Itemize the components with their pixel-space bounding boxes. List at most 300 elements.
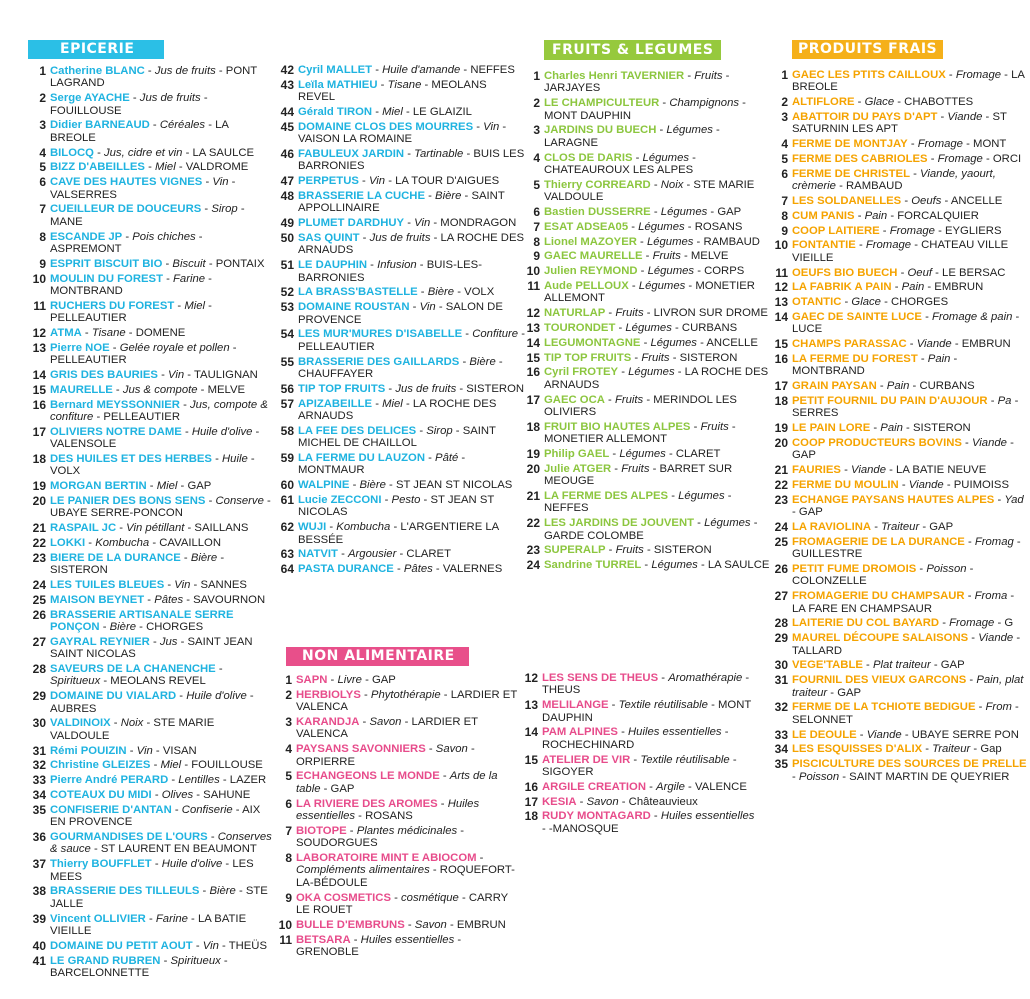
separator: - <box>201 203 212 216</box>
entry-number: 35 <box>774 757 788 772</box>
list-item <box>28 176 274 201</box>
separator: - <box>129 92 140 105</box>
list-item <box>522 352 772 364</box>
entry-number: 27 <box>774 589 788 604</box>
producer-name: JARDINS DU BUECH <box>544 124 657 137</box>
producer-location: DOMENE <box>135 327 186 340</box>
producer-location: ST LAURENT EN BEAUMONT <box>100 843 257 856</box>
entry-number: 8 <box>533 234 540 249</box>
list-item <box>28 759 274 771</box>
separator: - <box>1007 590 1015 603</box>
separator: - <box>891 281 902 294</box>
list-item <box>28 594 274 606</box>
product-type: Huile d'olive <box>161 858 223 871</box>
product-type: Légumes <box>678 490 725 502</box>
producer-location: MONT DAUPHIN <box>542 699 752 724</box>
separator: - <box>1012 310 1020 323</box>
product-type: Kombucha <box>336 521 391 534</box>
product-type: Viande <box>851 464 886 477</box>
product-type: Savon <box>435 743 468 756</box>
producer-name: LA RIVIERE DES AROMES <box>296 797 438 810</box>
producer-name: Cyril MALLET <box>298 64 373 76</box>
separator: - <box>641 559 652 572</box>
entry-number: 56 <box>280 381 294 396</box>
list-item <box>276 232 526 257</box>
list-item <box>520 672 760 697</box>
product-type: Fromag <box>974 535 1014 548</box>
producer-location: LA ROCHE DES ARNAUDS <box>298 397 497 423</box>
list-item <box>522 394 772 419</box>
producer-name: SUPERALP <box>544 544 606 557</box>
separator: - <box>180 551 191 564</box>
entry-number: 16 <box>774 351 788 366</box>
entry-number: 1 <box>285 673 292 687</box>
list-item <box>522 322 772 334</box>
list-item <box>274 689 524 714</box>
separator: - <box>611 462 622 475</box>
separator: - <box>200 92 208 105</box>
list-item <box>770 758 1030 783</box>
list-item <box>276 175 526 187</box>
separator: - <box>205 272 212 285</box>
entry-number: 20 <box>526 461 540 476</box>
list-item <box>274 674 524 686</box>
list-item <box>276 301 526 326</box>
list-item <box>28 717 274 742</box>
separator: - <box>618 366 629 379</box>
separator: - <box>421 78 432 91</box>
separator: - <box>982 111 993 123</box>
product-type: Jus de fruits <box>369 232 431 244</box>
producer-location: PONTAIX <box>215 257 265 270</box>
list-item <box>28 495 274 520</box>
product-type: Froma <box>974 590 1008 603</box>
producer-name: NATURLAP <box>544 307 606 320</box>
producer-name: GAEC DE SAINTE LUCE <box>792 310 922 323</box>
producer-name: LE PANIER DES BONS SENS <box>50 495 206 508</box>
list-item <box>770 210 1030 222</box>
producer-name: Serge AYACHE <box>50 92 130 105</box>
list-item <box>28 663 274 688</box>
separator: - <box>876 380 887 393</box>
product-type: Viande <box>866 728 902 741</box>
product-type: Fruits <box>615 307 644 320</box>
producer-location: BUIS LES BARRONIES <box>298 148 525 173</box>
producer-name: ABATTOIR DU PAYS D'APT <box>792 111 938 123</box>
entry-number: 31 <box>774 673 788 688</box>
producer-name: Rémi POUIZIN <box>50 744 127 757</box>
separator: - <box>90 843 101 856</box>
separator: - <box>636 235 647 248</box>
separator: - <box>144 593 155 606</box>
list-item <box>274 919 524 931</box>
separator: - <box>690 420 701 433</box>
list-item <box>28 327 274 339</box>
product-type: Vin <box>168 369 185 382</box>
separator: - <box>454 286 465 299</box>
entry-number: 51 <box>280 258 294 273</box>
producer-location: STE MARIE VALDOULE <box>50 717 215 742</box>
producer-location: GAP <box>330 782 355 795</box>
list-item <box>274 852 524 889</box>
entry-number: 60 <box>280 478 294 493</box>
producer-name: GRAIN PAYSAN <box>792 380 877 393</box>
producer-name: CAVE DES HAUTES VIGNES <box>50 176 203 189</box>
separator: - <box>409 301 420 314</box>
separator: - <box>199 885 210 898</box>
producer-name: Leïla MATHIEU <box>298 78 378 91</box>
product-type: Arts de la table <box>296 770 498 795</box>
producer-name: PLUMET DARDHUY <box>298 217 405 230</box>
separator: - <box>739 97 746 110</box>
producer-name: LA BRASS'BASTELLE <box>298 286 418 299</box>
separator: - <box>402 106 413 118</box>
separator: - <box>697 559 708 572</box>
entry-number: 44 <box>280 105 294 119</box>
producer-location: STE JALLE <box>50 885 268 910</box>
producer-name: TIP TOP FRUITS <box>544 351 632 364</box>
separator: - <box>658 672 669 684</box>
separator: - <box>440 688 451 701</box>
producer-location: THEUS <box>542 684 581 697</box>
entry-number: 35 <box>32 802 46 817</box>
separator: - <box>446 918 457 931</box>
entry-number: 26 <box>774 561 788 576</box>
producer-location: L'ARGENTIERE LA BESSÉE <box>298 521 499 546</box>
producer-location: ASPREMONT <box>50 243 122 256</box>
list-item <box>276 494 526 519</box>
producer-name: OEUFS BIO BUECH <box>792 266 898 279</box>
producer-location: SERRES <box>792 407 839 420</box>
producer-name: LES SOLDANELLES <box>792 195 902 207</box>
product-type: Fromage <box>937 153 983 165</box>
entry-number: 28 <box>32 662 46 677</box>
separator: - <box>628 280 639 292</box>
producer-name: FROMAGERIE DE LA DURANCE <box>792 535 965 548</box>
separator: - <box>149 635 160 648</box>
product-type: Champignons <box>669 97 740 110</box>
producer-name: GAEC OCA <box>544 393 605 406</box>
list-item <box>28 858 274 883</box>
separator: - <box>396 548 407 561</box>
product-type: Confiture <box>472 328 519 341</box>
producer-location: Gap <box>980 743 1002 756</box>
separator: - <box>463 148 474 160</box>
list-item <box>522 265 772 277</box>
product-type: Bière <box>435 190 462 202</box>
separator: - <box>1011 394 1019 407</box>
producer-location: SISTERON <box>466 382 525 395</box>
producer-location: MONETIER ALLEMONT <box>544 433 668 446</box>
list-item <box>28 774 274 786</box>
product-type: Sirop <box>211 203 238 216</box>
separator: - <box>145 912 156 925</box>
separator: - <box>964 535 975 548</box>
list-item <box>276 286 526 298</box>
list-item <box>28 745 274 757</box>
separator: - <box>1013 632 1021 645</box>
list-item <box>770 138 1030 150</box>
entry-number: 37 <box>32 857 46 872</box>
entry-number: 50 <box>280 231 294 245</box>
entry-number: 57 <box>280 396 294 411</box>
entry-number: 28 <box>774 616 788 631</box>
separator: - <box>950 352 958 365</box>
producer-name: Aude PELLOUX <box>544 280 629 292</box>
separator: - <box>742 672 750 684</box>
product-type: Spiritueux <box>50 675 101 688</box>
entry-number: 16 <box>32 397 46 412</box>
product-type: Pain, plat traiteur <box>792 674 1024 699</box>
producer-location: SALON DE PROVENCE <box>298 301 503 326</box>
product-type: Infusion <box>377 259 417 272</box>
entry-number: 33 <box>774 727 788 742</box>
list-item <box>274 798 524 823</box>
separator: - <box>164 579 175 592</box>
separator: - <box>659 97 670 110</box>
producer-name: LA RAVIOLINA <box>792 520 872 533</box>
producer-name: LE CHAMPICULTEUR <box>544 97 660 110</box>
producer-location: MELVE <box>690 250 729 263</box>
separator: - <box>458 891 469 904</box>
list-item <box>276 259 526 284</box>
entry-number: 45 <box>280 119 294 134</box>
product-type: From <box>985 701 1012 714</box>
list-item <box>28 453 274 478</box>
separator: - <box>218 939 229 952</box>
separator: - <box>160 954 171 967</box>
list-item <box>276 79 526 104</box>
producer-name: DOMAINE DU PETIT AOUT <box>50 939 193 952</box>
producer-location: LA FARE EN CHAMPSAUR <box>792 602 932 615</box>
producer-location: GARDE COLOMBE <box>544 529 644 542</box>
separator: - <box>729 753 737 766</box>
list-item <box>276 106 526 118</box>
product-type: Bière <box>109 621 137 634</box>
entry-number: 4 <box>533 150 540 165</box>
product-type: Pesto <box>391 494 421 507</box>
separator: - <box>360 688 371 701</box>
producer-name: LE GRAND RUBREN <box>50 954 161 967</box>
entry-number: 21 <box>526 489 540 503</box>
producer-location: SAINT MICHEL DE CHAILLOL <box>298 424 496 450</box>
entry-number: 22 <box>32 536 46 551</box>
entry-number: 22 <box>774 477 788 492</box>
separator: - <box>359 232 370 244</box>
product-type: Légumes <box>666 124 713 137</box>
producer-name: RASPAIL JC <box>50 522 117 535</box>
entry-number: 5 <box>781 152 788 166</box>
producer-name: CUEILLEUR DE DOUCEURS <box>50 203 202 216</box>
list-item <box>276 121 526 146</box>
separator: - <box>136 621 147 634</box>
separator: - <box>707 699 719 712</box>
separator: - <box>683 178 694 191</box>
list-item <box>770 239 1030 264</box>
list-item <box>522 250 772 262</box>
separator: - <box>792 770 799 783</box>
separator: - <box>143 717 154 730</box>
producer-location: PELLEAUTIER <box>103 411 180 424</box>
list-item <box>28 804 274 829</box>
separator: - <box>856 728 867 741</box>
separator: - <box>939 617 950 630</box>
entry-number: 52 <box>280 285 294 300</box>
producer-location: ROCHECHINARD <box>542 738 635 751</box>
product-type: Tisane <box>387 78 422 91</box>
producer-name: BILOCQ <box>50 146 94 159</box>
separator: - <box>1006 436 1014 449</box>
separator: - <box>162 257 173 270</box>
producer-name: Didier BARNEAUD <box>50 119 150 132</box>
separator: - <box>518 328 525 341</box>
product-type: Noix <box>660 178 684 191</box>
product-type: Farine <box>155 912 188 925</box>
entry-number: 17 <box>524 794 538 809</box>
producer-name: ALTIFLORE <box>792 96 855 109</box>
separator: - <box>390 521 401 534</box>
product-type: Huiles essentielles <box>296 797 480 823</box>
separator: - <box>349 479 360 492</box>
separator: - <box>898 478 909 491</box>
producer-location: THEÜS <box>228 939 267 952</box>
producer-location: SAILLANS <box>194 522 249 535</box>
separator: - <box>907 138 918 151</box>
entry-number: 21 <box>774 463 788 478</box>
separator: - <box>367 259 378 272</box>
entry-number: 5 <box>39 160 46 175</box>
separator: - <box>181 759 192 772</box>
product-type: Fruits <box>694 70 723 82</box>
separator: - <box>684 70 695 82</box>
entry-number: 2 <box>39 91 46 106</box>
separator: - <box>435 301 446 314</box>
producer-name: BULLE D'EMBRUNS <box>296 918 405 931</box>
entry-number: 10 <box>774 238 788 253</box>
separator: - <box>886 464 897 477</box>
product-type: Bière <box>190 551 218 564</box>
entry-number: 20 <box>774 435 788 450</box>
list-item <box>520 810 760 835</box>
producer-name: FOURNIL DES VIEUX GARCONS <box>792 674 967 687</box>
producer-name: LOKKI <box>50 537 86 550</box>
separator: - <box>668 490 679 502</box>
list-item <box>770 701 1030 726</box>
list-item <box>522 559 772 571</box>
separator: - <box>192 939 203 952</box>
product-type: Vin <box>174 579 191 592</box>
separator: - <box>982 153 993 165</box>
product-type: Viande, yaourt, crèmerie <box>792 167 996 193</box>
list-item <box>770 281 1030 293</box>
list-item <box>520 781 760 793</box>
product-type: Huiles essentielles <box>360 933 455 946</box>
separator: - <box>617 726 628 739</box>
list-item <box>770 153 1030 165</box>
producer-name: CONFISERIE D'ANTAN <box>50 803 172 816</box>
list-item <box>276 190 526 215</box>
fruits-legumes-heading: FRUITS & LEGUMES <box>544 40 721 60</box>
separator: - <box>454 933 462 946</box>
producer-name: Lucie ZECCONI <box>298 494 382 507</box>
separator: - <box>110 717 121 730</box>
separator: - <box>693 235 704 248</box>
producer-name: ARGILE CREATION <box>542 780 646 793</box>
producer-name: GAYRAL REYNIER <box>50 635 150 648</box>
producer-name: LA FEE DES DELICES <box>298 424 417 437</box>
product-type: Pâté <box>435 452 459 465</box>
producer-name: Charles Henri TAVERNIER <box>544 70 685 82</box>
producer-location: ST SATURNIN LES APT <box>792 111 1007 136</box>
entry-number: 11 <box>33 298 46 313</box>
list-item <box>770 168 1030 193</box>
entry-number: 25 <box>32 592 46 607</box>
entry-number: 14 <box>526 335 540 350</box>
producer-location: COLONZELLE <box>792 575 867 588</box>
producer-location: MELVE <box>207 383 246 396</box>
separator: - <box>416 259 427 272</box>
producer-name: FERME DE CHRISTEL <box>792 167 910 180</box>
product-type: Pâtes <box>403 563 433 576</box>
entry-number: 13 <box>32 340 46 355</box>
producer-name: LES MUR'MURES D'ISABELLE <box>298 328 463 341</box>
entry-number: 9 <box>39 256 46 271</box>
product-type: Glace <box>864 96 895 109</box>
entry-number: 47 <box>280 174 294 189</box>
producer-name: LABORATOIRE MINT E ABIOCOM <box>296 852 477 865</box>
list-item <box>28 426 274 451</box>
separator: - <box>116 522 127 535</box>
separator: - <box>183 593 194 606</box>
separator: - <box>728 420 736 433</box>
product-type: Huiles essentielles <box>628 726 722 739</box>
list-item <box>770 521 1030 533</box>
producer-location: VALENSOLE <box>50 438 117 451</box>
producer-location: GAP <box>371 674 396 686</box>
producer-name: PASTA DURANCE <box>298 563 394 576</box>
entry-number: 11 <box>527 279 540 293</box>
producer-name: MAUREL DÉCOUPE SALAISONS <box>792 632 969 645</box>
producer-name: CLOS DE DARIS <box>544 151 633 164</box>
product-type: Textile réutilisable <box>618 699 708 712</box>
separator: - <box>393 563 404 576</box>
producer-name: DOMAINE DU VIALARD <box>50 690 177 703</box>
producer-location: LA BREOLE <box>50 119 229 144</box>
product-type: Pain <box>901 281 925 294</box>
producer-location: CHATEAU VILLE VIEILLE <box>792 239 1009 264</box>
list-item <box>522 463 772 488</box>
product-type: Jus de fruits <box>154 65 216 77</box>
list-item <box>522 366 772 391</box>
list-item <box>770 659 1030 671</box>
entry-number: 7 <box>285 823 292 838</box>
separator: - <box>229 341 237 354</box>
product-type: Vin <box>202 939 219 952</box>
list-item <box>520 699 760 724</box>
fruits-legumes-section <box>522 40 772 574</box>
separator: - <box>222 858 233 871</box>
producer-name: PAM ALPINES <box>542 726 618 739</box>
product-type: Vin <box>414 217 431 230</box>
product-type: Légumes <box>704 517 751 530</box>
producer-location: SIGOYER <box>542 766 594 779</box>
separator: - <box>917 352 928 365</box>
producer-name: FRUIT BIO HAUTES ALPES <box>544 420 691 433</box>
product-type: Miel <box>382 106 403 118</box>
separator: - <box>85 537 96 550</box>
separator: - <box>854 96 865 109</box>
list-item <box>28 231 274 256</box>
